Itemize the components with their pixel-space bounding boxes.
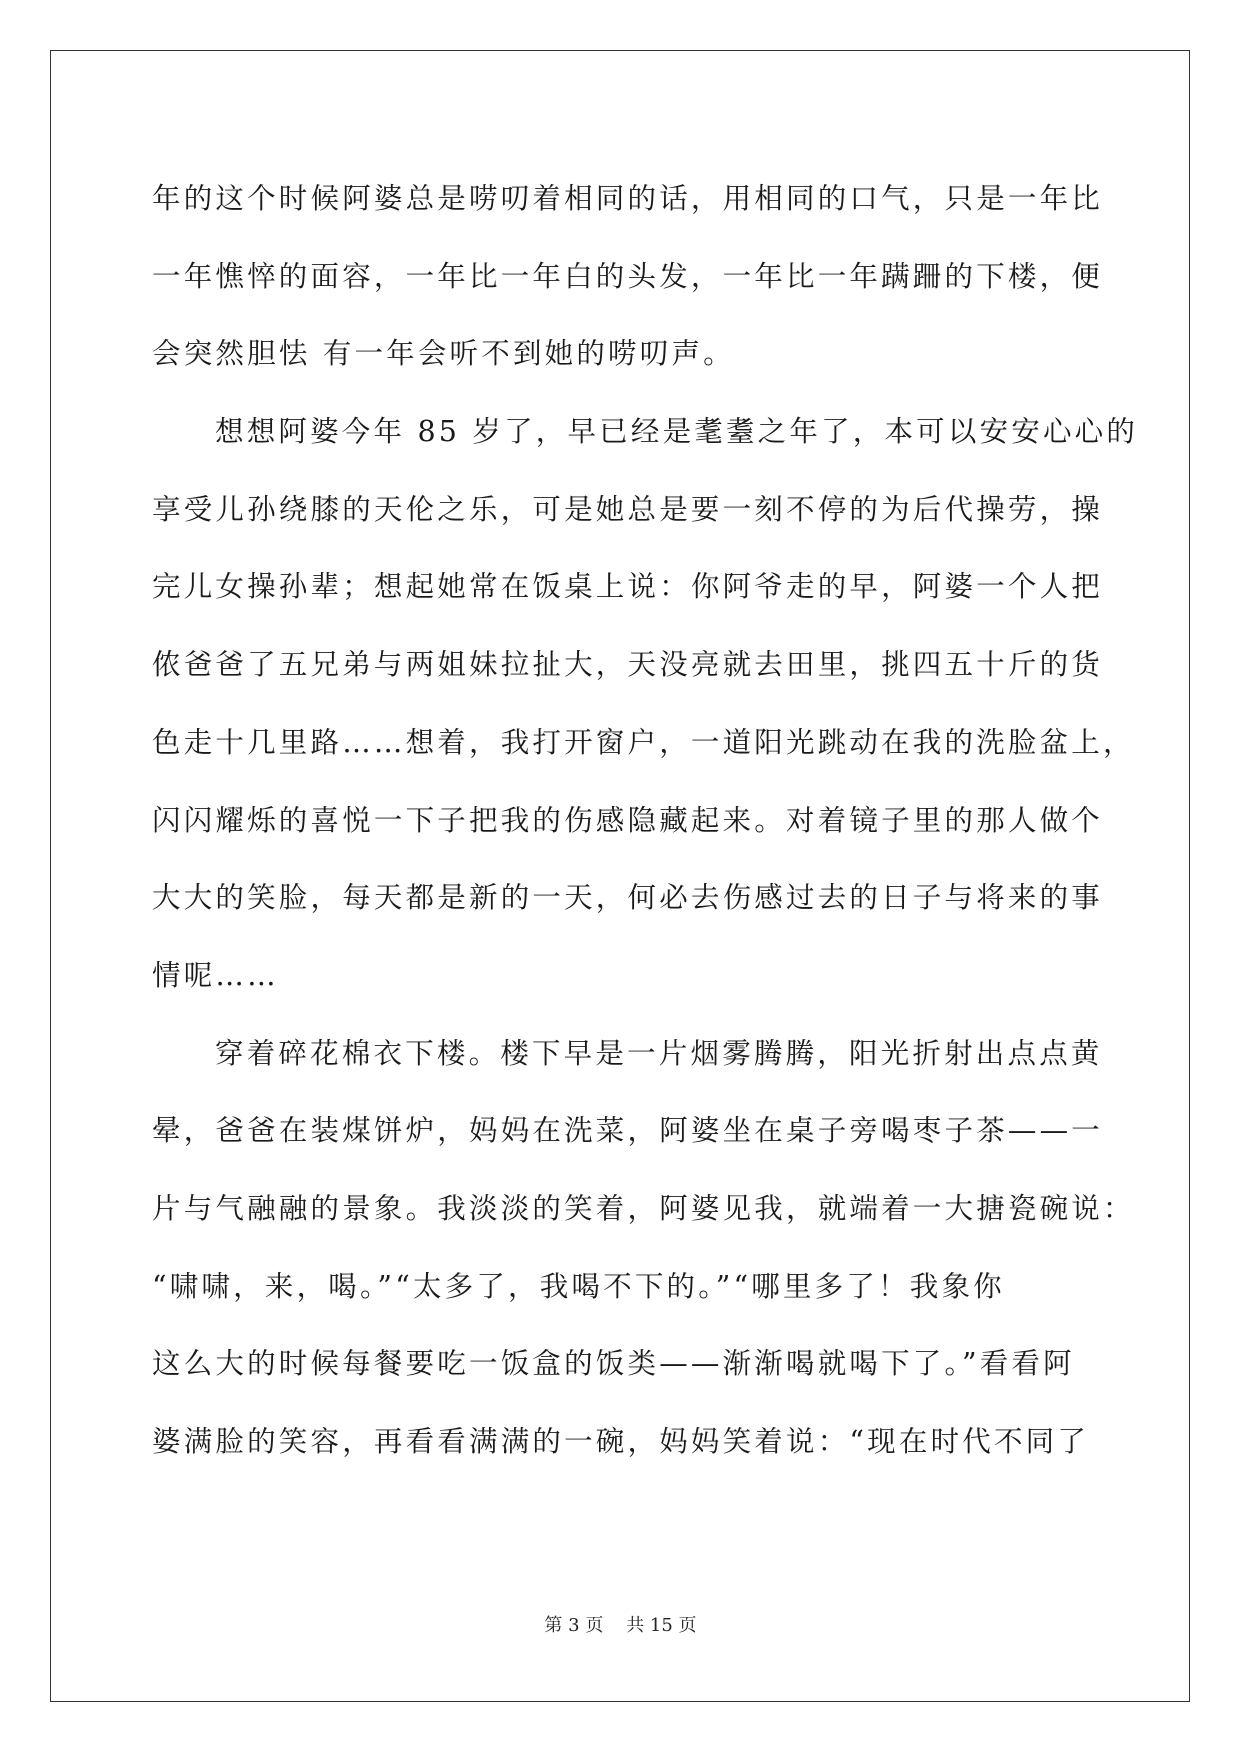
text-line: 年的这个时候阿婆总是唠叨着相同的话，用相同的口气，只是一年比	[152, 182, 1104, 215]
text-line: 婆满脸的笑容，再看看满满的一碗，妈妈笑着说：“现在时代不同了	[152, 1425, 1090, 1458]
text-line: “啸啸，来，喝。”“太多了，我喝不下的。”“哪里多了！我象你	[152, 1269, 1005, 1303]
text-line: 侬爸爸了五兄弟与两姐妹拉扯大，天没亮就去田里，挑四五十斤的货	[152, 648, 1104, 682]
text-line: 一年憔悴的面容，一年比一年白的头发，一年比一年蹒跚的下楼，便	[152, 259, 1104, 293]
text-line: 穿着碎花棉衣下楼。楼下早是一片烟雾腾腾，阳光折射出点点黄	[215, 1036, 1103, 1070]
text-line: 晕，爸爸在装煤饼炉，妈妈在洗菜，阿婆坐在桌子旁喝枣子茶——一	[152, 1114, 1104, 1148]
text-line: 闪闪耀烁的喜悦一下子把我的伤感隐藏起来。对着镜子里的那人做个	[152, 803, 1104, 837]
text-line: 享受儿孙绕膝的天伦之乐，可是她总是要一刻不停的为后代操劳，操	[152, 492, 1104, 526]
text-line: 片与气融融的景象。我淡淡的笑着，阿婆见我，就端着一大搪瓷碗说：	[152, 1191, 1135, 1225]
text-line: 这么大的时候每餐要吃一饭盒的饭类——渐渐喝就喝下了。”看看阿	[152, 1347, 1075, 1381]
text-line: 会突然胆怯 有一年会听不到她的唠叨声。	[152, 337, 735, 371]
document-body	[152, 160, 1139, 1481]
text-line: 色走十几里路……想着，我打开窗户，一道阳光跳动在我的洗脸盆上，	[152, 725, 1135, 759]
text-line: 大大的笑脸，每天都是新的一天，何必去伤感过去的日子与将来的事	[152, 881, 1104, 915]
page-number-footer: 第 3 页 共 15 页	[544, 1615, 697, 1636]
text-line: 情呢……	[152, 958, 279, 992]
text-line: 想想阿婆今年 85 岁了，早已经是耄耋之年了，本可以安安心心的	[215, 415, 1139, 449]
text-line: 完儿女操孙辈；想起她常在饭桌上说：你阿爷走的早，阿婆一个人把	[152, 570, 1104, 604]
